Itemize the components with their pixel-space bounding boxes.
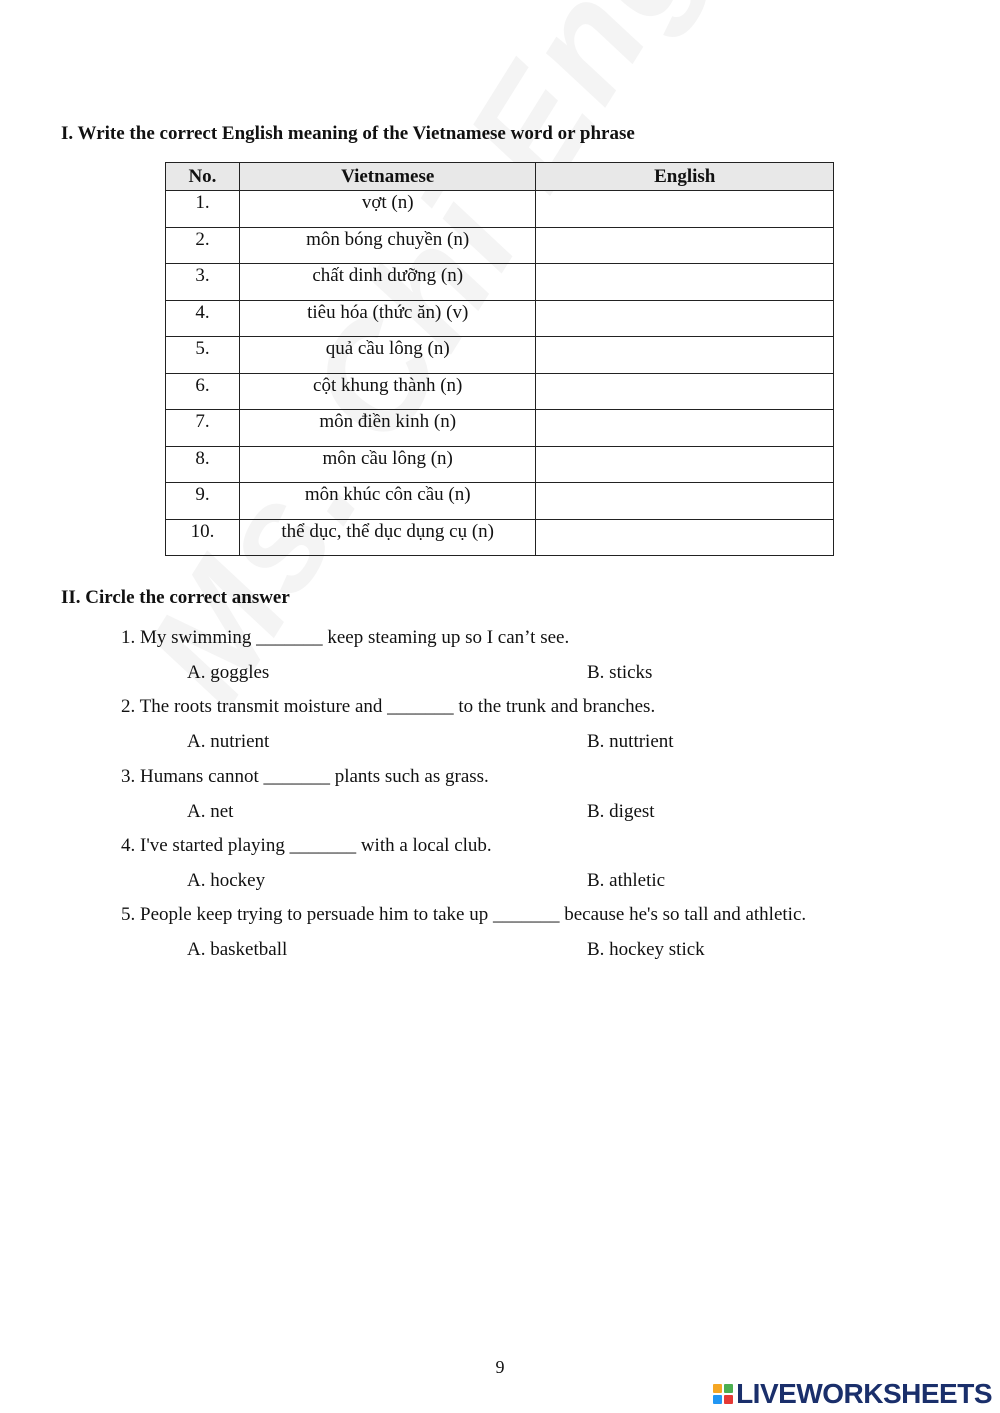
header-vietnamese: Vietnamese <box>239 163 536 191</box>
question-text: 4. I've started playing _______ with a local club. <box>121 835 492 856</box>
table-row <box>166 519 834 556</box>
question-text: 5. People keep trying to persuade him to take up _______ because he's so tall and athletic. <box>121 904 807 925</box>
option-b[interactable]: B. athletic <box>587 870 666 891</box>
vietnamese-word: môn bóng chuyền (n) <box>239 227 536 264</box>
row-number: 2. <box>166 227 240 264</box>
option-b[interactable]: B. nuttrient <box>587 731 674 752</box>
english-answer-field[interactable] <box>536 337 834 374</box>
vietnamese-word: môn cầu lông (n) <box>239 446 536 483</box>
row-number: 7. <box>166 410 240 447</box>
row-number: 6. <box>166 373 240 410</box>
english-answer-field[interactable] <box>536 227 834 264</box>
option-a[interactable]: A. nutrient <box>187 731 270 752</box>
vietnamese-word: vợt (n) <box>239 191 536 228</box>
table-row <box>166 300 834 337</box>
english-answer-field[interactable] <box>536 410 834 447</box>
option-a[interactable]: A. basketball <box>187 939 288 960</box>
section1-heading: I. Write the correct English meaning of the Vietnamese word or phrase <box>61 123 635 144</box>
brand-logo[interactable] <box>713 1378 992 1410</box>
table-row <box>166 337 834 374</box>
row-number: 3. <box>166 264 240 301</box>
option-a[interactable]: A. net <box>187 801 234 822</box>
question-text: 2. The roots transmit moisture and _______ to the trunk and branches. <box>121 696 656 717</box>
english-answer-field[interactable] <box>536 519 834 556</box>
row-number: 4. <box>166 300 240 337</box>
row-number: 10. <box>166 519 240 556</box>
option-b[interactable]: B. sticks <box>587 662 653 683</box>
table-row <box>166 446 834 483</box>
liveworksheets-logo-icon <box>713 1384 733 1404</box>
vietnamese-word: quả cầu lông (n) <box>239 337 536 374</box>
question-text: 3. Humans cannot _______ plants such as grass. <box>121 766 489 787</box>
vietnamese-word: cột khung thành (n) <box>239 373 536 410</box>
header-english: English <box>536 163 834 191</box>
brand-name: LIVEWORKSHEETS <box>736 1378 992 1409</box>
table-row <box>166 483 834 520</box>
vietnamese-word: tiêu hóa (thức ăn) (v) <box>239 300 536 337</box>
english-answer-field[interactable] <box>536 446 834 483</box>
english-answer-field[interactable] <box>536 373 834 410</box>
section2-heading: II. Circle the correct answer <box>61 587 290 608</box>
english-answer-field[interactable] <box>536 300 834 337</box>
vietnamese-word: môn điền kinh (n) <box>239 410 536 447</box>
table-row <box>166 410 834 447</box>
header-no: No. <box>166 163 240 191</box>
row-number: 5. <box>166 337 240 374</box>
english-answer-field[interactable] <box>536 264 834 301</box>
row-number: 1. <box>166 191 240 228</box>
question-text: 1. My swimming _______ keep steaming up so I can’t see. <box>121 627 570 648</box>
table-row <box>166 264 834 301</box>
option-a[interactable]: A. goggles <box>187 662 270 683</box>
vocabulary-table <box>165 162 834 556</box>
english-answer-field[interactable] <box>536 483 834 520</box>
row-number: 9. <box>166 483 240 520</box>
option-b[interactable]: B. digest <box>587 801 655 822</box>
vietnamese-word: môn khúc côn cầu (n) <box>239 483 536 520</box>
table-row <box>166 227 834 264</box>
option-a[interactable]: A. hockey <box>187 870 266 891</box>
row-number: 8. <box>166 446 240 483</box>
english-answer-field[interactable] <box>536 191 834 228</box>
page-number: 9 <box>495 1357 505 1377</box>
table-row <box>166 373 834 410</box>
option-b[interactable]: B. hockey stick <box>587 939 705 960</box>
vietnamese-word: thể dục, thể dục dụng cụ (n) <box>239 519 536 556</box>
table-header-row <box>166 163 834 191</box>
vietnamese-word: chất dinh dưỡng (n) <box>239 264 536 301</box>
table-row <box>166 191 834 228</box>
